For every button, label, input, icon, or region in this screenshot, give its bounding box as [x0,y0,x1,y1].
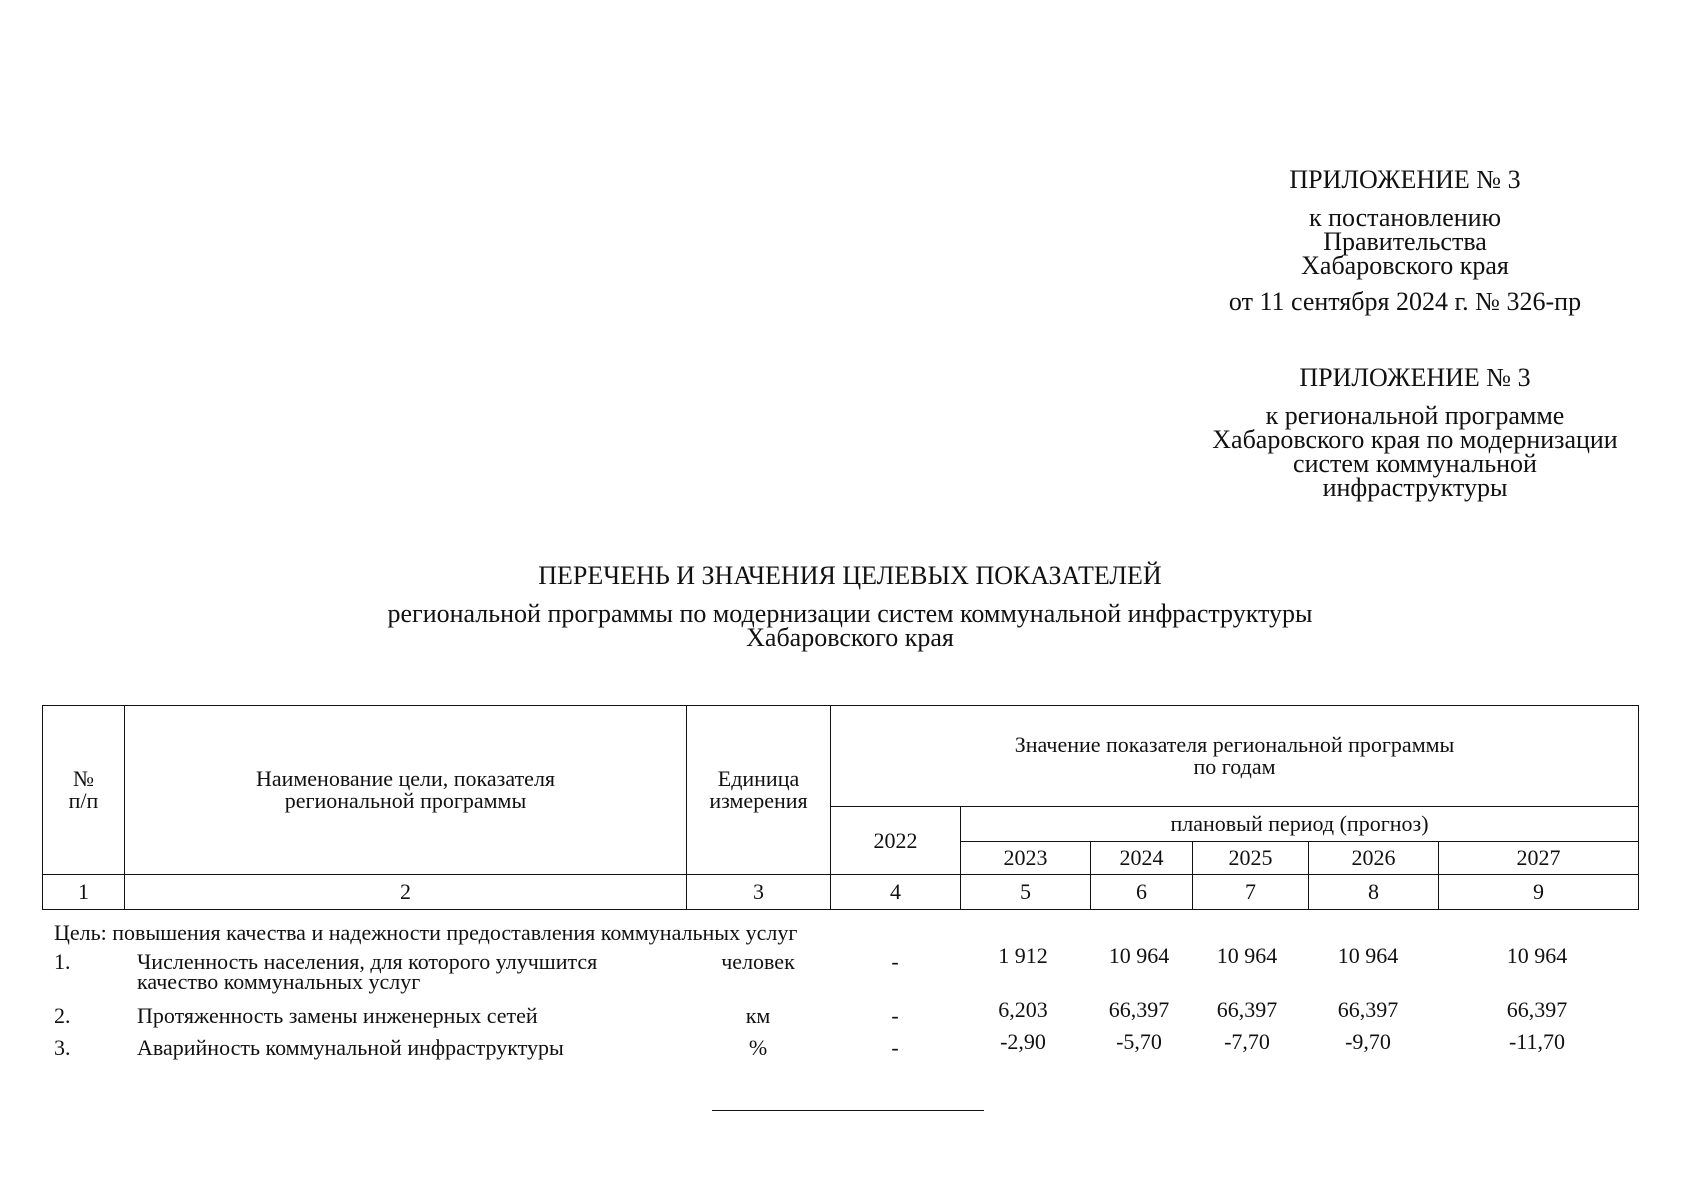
header-year: 2024 [1091,842,1193,875]
header-text: региональной программы [284,788,527,813]
appendix-heading: ПРИЛОЖЕНИЕ № 3 [1289,165,1521,194]
appendix-line: Правительства [1323,227,1487,256]
value-2024: -5,70 [1116,1029,1162,1054]
base-year-value: - [891,1003,899,1028]
value-2026: 66,397 [1337,997,1399,1022]
indicator-name-line: качество коммунальных услуг [137,969,421,994]
column-number: 9 [1439,875,1639,910]
appendix-line: к постановлению [1308,203,1502,232]
value-2025: -7,70 [1224,1029,1270,1054]
column-number: 1 [43,875,125,910]
indicator-name [137,949,697,994]
header-planned-period: плановый период (прогноз) [961,807,1639,842]
header-text: Наименование цели, показателя [255,766,556,791]
value-2025: 66,397 [1216,997,1278,1022]
column-number: 8 [1309,875,1439,910]
header-text: Значение показателя региональной программы [1014,732,1455,757]
value-2025: 10 964 [1216,943,1278,968]
header-year: 2027 [1439,842,1639,875]
header-year: 2025 [1193,842,1309,875]
appendix-date: от 11 сентября 2024 г. № 326-пр [1228,287,1582,316]
document-subtitle: региональной программы по модернизации систем коммунальной инфраструктуры [387,599,1313,628]
header-values-group [831,706,1639,807]
goal-statement: Цель: повышения качества и надежности предоставления коммунальных услуг [54,920,798,945]
appendix-heading: ПРИЛОЖЕНИЕ № 3 [1299,363,1531,392]
value-2023: 1 912 [998,943,1048,968]
indicators-table-header [42,705,1639,910]
value-2026: -9,70 [1345,1029,1391,1054]
column-number: 6 [1091,875,1193,910]
row-number: 1. [54,949,71,974]
header-text: Единица [717,766,800,791]
indicator-name: Протяженность замены инженерных сетей [137,1003,538,1028]
header-text: п/п [68,788,99,813]
header-text: по годам [1193,754,1276,779]
column-number: 2 [125,875,687,910]
column-number: 7 [1193,875,1309,910]
header-col-name [125,706,687,875]
base-year-value: - [891,949,899,974]
indicator-name-line: Численность населения, для которого улучшится [137,949,598,974]
column-number: 5 [961,875,1091,910]
value-2023: -2,90 [1000,1029,1046,1054]
indicator-name: Аварийность коммунальной инфраструктуры [137,1035,564,1060]
header-col-unit [687,706,831,875]
header-text: измерения [709,788,808,813]
column-number: 3 [687,875,831,910]
value-2027: 10 964 [1506,943,1568,968]
header-col-number [43,706,125,875]
column-number: 4 [831,875,961,910]
header-text: № [73,766,94,791]
value-2027: -11,70 [1508,1029,1565,1054]
indicator-unit: человек [721,949,795,974]
appendix-line: инфраструктуры [1322,473,1508,502]
document-title: ПЕРЕЧЕНЬ И ЗНАЧЕНИЯ ЦЕЛЕВЫХ ПОКАЗАТЕЛЕЙ [538,561,1162,590]
value-2026: 10 964 [1337,943,1399,968]
table-row [0,943,1700,996]
appendix-block-resolution [1190,165,1620,316]
value-2027: 66,397 [1506,997,1568,1022]
value-2024: 66,397 [1108,997,1170,1022]
appendix-line: Хабаровского края по модернизации [1212,425,1618,454]
header-base-year: 2022 [831,807,961,875]
value-2024: 10 964 [1108,943,1170,968]
value-2023: 6,203 [998,997,1048,1022]
indicator-unit: % [748,1035,768,1060]
header-year: 2023 [961,842,1091,875]
appendix-block-program [1170,363,1660,502]
closing-rule [712,1110,984,1111]
appendix-line: систем коммунальной [1293,449,1537,478]
appendix-line: Хабаровского края [1301,251,1509,280]
base-year-value: - [891,1035,899,1060]
table-row [0,1029,1700,1082]
indicator-unit: км [745,1003,771,1028]
appendix-line: к региональной программе [1265,401,1565,430]
document-subtitle: Хабаровского края [746,623,954,652]
header-year: 2026 [1309,842,1439,875]
row-number: 2. [54,1003,71,1028]
row-number: 3. [54,1035,71,1060]
